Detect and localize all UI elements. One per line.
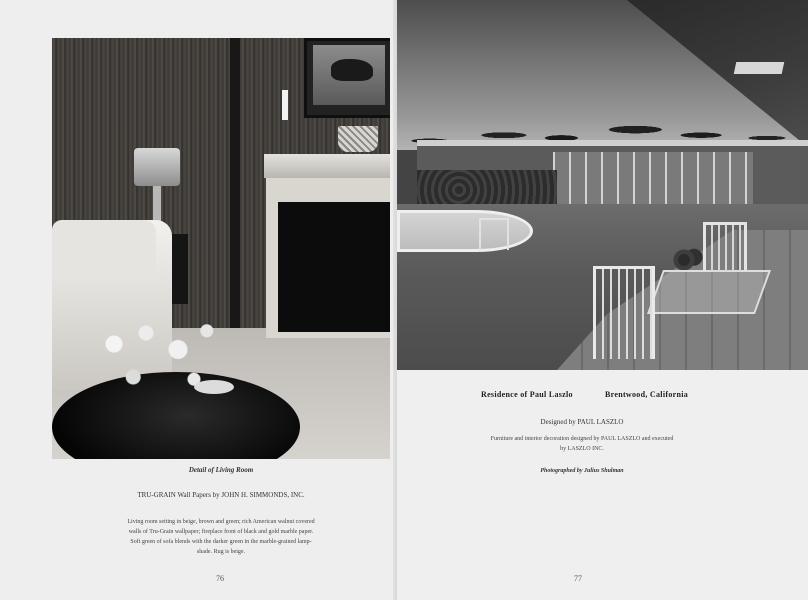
description-block <box>72 517 370 557</box>
photo-caption: Detail of Living Room <box>188 466 254 474</box>
horse-figure <box>331 59 373 81</box>
overhang-light <box>734 62 785 74</box>
patio-chair-far <box>703 222 747 271</box>
wallpaper-credit: TRU-GRAIN Wall Papers by JOHN H. SIMMONDS, INC. <box>137 491 305 499</box>
glass-table <box>647 270 771 314</box>
candlestick <box>282 90 288 120</box>
description-line: shade. Rug is beige. <box>196 549 246 555</box>
living-room-photo <box>52 38 390 459</box>
residence-location: Brentwood, California <box>605 390 689 399</box>
patio-chair <box>593 266 655 359</box>
furniture-line: Furniture and interior decoration designed by PAUL LASZLO and executed <box>490 436 674 442</box>
description-line: Soft green of sofa blends with the darker green in the marble-grained lamp- <box>130 539 312 545</box>
glass-windows <box>553 152 753 206</box>
page-number-left: 76 <box>216 574 224 583</box>
residence-title: Residence of Paul Laszlo <box>481 390 573 399</box>
furniture-credit <box>437 434 727 454</box>
wicker-basket <box>338 126 378 152</box>
designer-credit: Designed by PAUL LASZLO <box>540 418 624 426</box>
photographer-credit: Photographed by Julius Shulman <box>540 468 624 474</box>
page-number-right: 77 <box>574 574 582 583</box>
pool-chairs <box>479 218 509 250</box>
painting-canvas <box>313 45 385 105</box>
fireplace-mantel <box>264 154 390 178</box>
right-page <box>397 0 808 600</box>
description-line: walls of Tru-Grain wallpaper; fireplace front of black and gold marble paper. <box>128 529 314 535</box>
horse-painting <box>304 38 390 118</box>
swimming-pool <box>397 210 533 252</box>
lamp-shade <box>134 148 180 186</box>
left-page <box>0 0 397 600</box>
sofa-back <box>52 220 156 280</box>
wall-shadow <box>230 38 240 338</box>
exterior-photo <box>397 0 808 370</box>
fireplace-opening <box>278 202 390 332</box>
house-roofline <box>417 140 808 146</box>
description-line: Living room setting in beige, brown and green; rich American walnut covered <box>127 519 315 525</box>
furniture-line: by LASZLO INC. <box>560 446 604 452</box>
ashtray <box>194 380 234 394</box>
